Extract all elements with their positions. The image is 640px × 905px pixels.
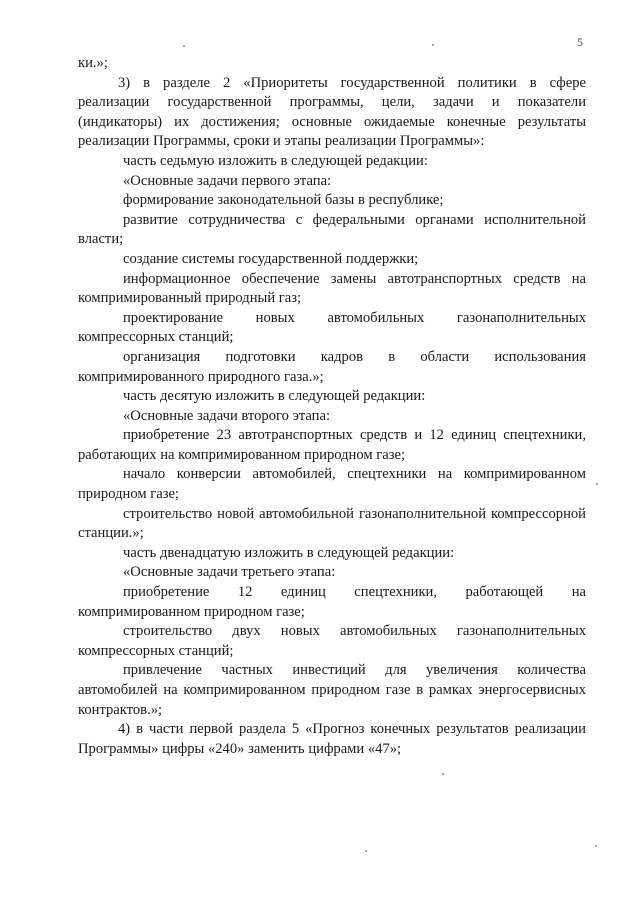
document-body: [78, 54, 586, 759]
paragraph: строительство двух новых автомобильных газонаполнительных компрессорных станций;: [78, 623, 586, 659]
paragraph: привлечение частных инвестиций для увеличения количества автомобилей на компримированном природном газе в рамках энергосервисных контрактов.»;: [78, 662, 586, 718]
paragraph: создание системы государственной поддержки;: [123, 250, 419, 267]
paragraph: приобретение 12 единиц спецтехники, работающей на компримированном природном газе;: [78, 584, 586, 620]
scan-speck: [183, 45, 185, 47]
paragraph: формирование законодательной базы в республике;: [123, 192, 444, 209]
paragraph: ки.»;: [78, 55, 108, 71]
paragraph: «Основные задачи второго этапа:: [123, 407, 331, 424]
scan-speck: [432, 44, 434, 46]
scan-speck: [596, 483, 598, 485]
paragraph: «Основные задачи третьего этапа:: [123, 564, 336, 581]
scan-speck: [442, 773, 444, 775]
paragraph: организация подготовки кадров в области использования компримированного природного газа.»;: [78, 348, 586, 385]
paragraph: часть десятую изложить в следующей редакции:: [123, 388, 426, 405]
paragraph: 3) в разделе 2 «Приоритеты государственной политики в сфере реализации государственной программы, цели, задачи и показатели (индикаторы) их достижения; основные ожидаемые конечные результаты реализации Программы, сроки и этапы реализации Программы»:: [78, 74, 586, 150]
paragraph: «Основные задачи первого этапа:: [123, 172, 332, 189]
paragraph: развитие сотрудничества с федеральными органами исполнительной власти;: [78, 211, 586, 248]
paragraph: приобретение 23 автотранспортных средств и 12 единиц спецтехники, работающих на компримированном природном газе;: [78, 427, 586, 463]
paragraph: информационное обеспечение замены автотранспортных средств на компримированный природный газ;: [78, 270, 586, 307]
scan-speck: [595, 845, 597, 847]
paragraph: проектирование новых автомобильных газонаполнительных компрессорных станций;: [78, 309, 586, 346]
scan-speck: [365, 850, 367, 852]
paragraph: часть двенадцатую изложить в следующей редакции:: [123, 544, 455, 561]
paragraph: часть седьмую изложить в следующей редакции:: [123, 152, 428, 169]
page-number: 5: [577, 35, 583, 49]
paragraph: 4) в части первой раздела 5 «Прогноз конечных результатов реализации Программы» цифры «240» заменить цифрами «47»;: [78, 721, 586, 757]
paragraph: начало конверсии автомобилей, спецтехники на компримированном природном газе;: [78, 466, 586, 503]
paragraph: строительство новой автомобильной газонаполнительной компрессорной станции.»;: [78, 505, 586, 542]
